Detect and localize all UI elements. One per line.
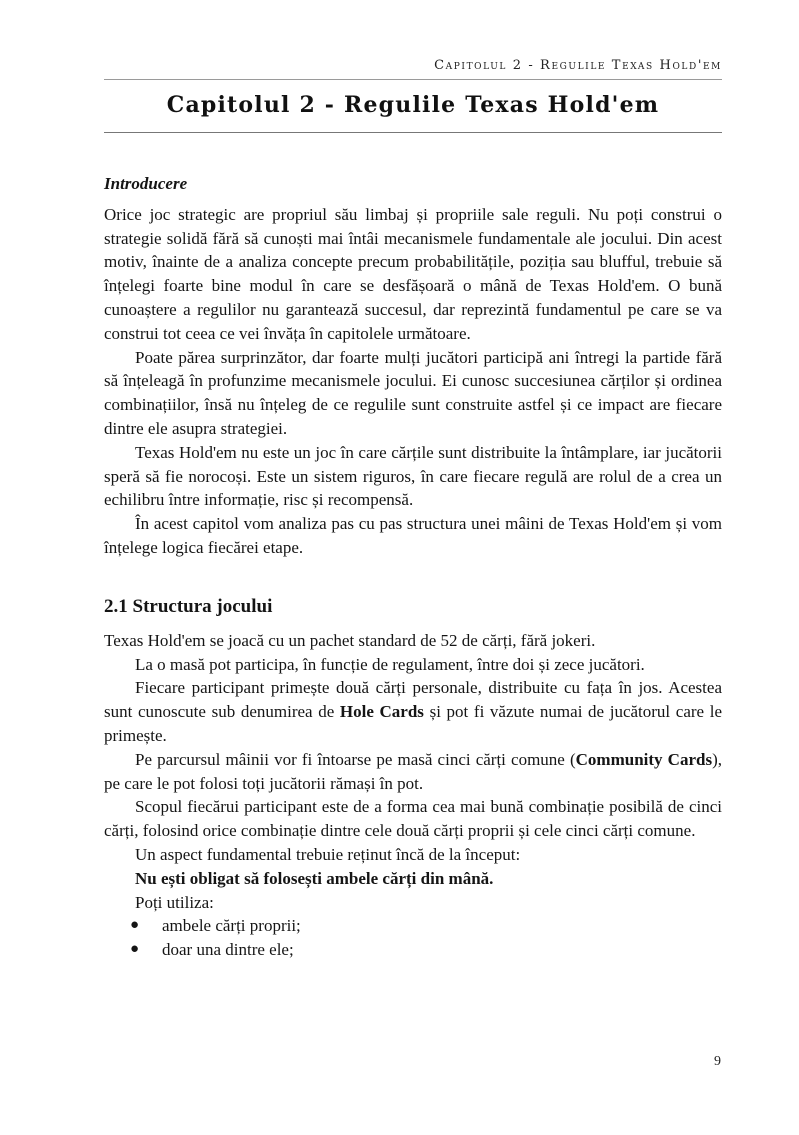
section-heading: 2.1 Structura jocului: [104, 595, 273, 617]
text-span: și pot fi văzute numai de jucătorul care le primește.: [104, 702, 722, 745]
list-item-text: ambele cărți proprii;: [162, 916, 301, 936]
text-span: ), pe care le pot folosi toți jucătorii rămași în pot.: [104, 749, 722, 793]
bullet-icon: ●: [130, 941, 140, 958]
list-item-text: doar una dintre ele;: [162, 940, 294, 960]
intro-heading: Introducere: [104, 174, 188, 193]
section-paragraph-6: Un aspect fundamental trebuie reținut încă de la început:: [135, 844, 521, 864]
section-paragraph-4: [104, 748, 722, 796]
title-rule: [104, 132, 722, 133]
text-span: Fiecare participant primește două cărți personale, distribuite cu fața în jos. Acestea sunt cunoscute sub denumirea de: [104, 678, 722, 722]
intro-paragraph-2: Poate părea surprinzător, dar foarte mulți jucători participă ani întregi la partide fără să înțeleagă în profunzime mecanismele jocului. Ei cunosc succesiunea cărților și ordinea combinațiilor, însă nu înțeleg de ce regulile sunt construite astfel și ce impact are fiecare dintre ele asupra strategiei.: [104, 347, 722, 438]
text-span: Pe parcursul mâinii vor fi întoarse pe masă cinci cărți comune (: [135, 749, 576, 769]
body-content: [104, 172, 722, 962]
list-item: [104, 914, 722, 938]
section-paragraph-2: La o masă pot participa, în funcție de regulament, între doi și zece jucători.: [135, 654, 645, 674]
list-item: [104, 938, 722, 962]
callout-statement: Nu ești obligat să folosești ambele cărți din mână.: [135, 868, 494, 888]
page-number: 9: [714, 1054, 721, 1069]
hole-cards-term: Hole Cards: [339, 702, 424, 722]
chapter-title: Capitolul 2 - Regulile Texas Hold'em: [166, 92, 660, 118]
intro-paragraph-3: Texas Hold'em nu este un joc în care cărțile sunt distribuite la întâmplare, iar jucătorii speră să fie norocoși. Este un sistem riguros, în care fiecare regulă are rolul de a crea un echilibru între informație, risc și recompensă.: [104, 442, 722, 510]
running-header: [434, 58, 722, 73]
section-paragraph-5: Scopul fiecărui participant este de a forma cea mai bună combinație posibilă de cinci cărți, folosind orice combinație dintre cele două cărți proprii și cele cinci cărți comune.: [104, 797, 722, 841]
section-paragraph-7: Poți utiliza:: [135, 892, 214, 912]
bullet-list: [104, 914, 722, 962]
section-paragraph-1: Texas Hold'em se joacă cu un pachet standard de 52 de cărți, fără jokeri.: [104, 630, 596, 650]
intro-paragraph-1: Orice joc strategic are propriul său limbaj și propriile sale reguli. Nu poți construi o strategie solidă fără să cunoști mai întâi mecanismele fundamentale ale jocului. Din acest motiv, înainte de a analiza concepte precum probabilitățile, poziția sau blufful, trebuie să înțelegi foarte bine modul în care se desfășoară o mână de Texas Hold'em. O bună cunoaștere a regulilor nu garantează succesul, dar reprezintă fundamentul pe care se va construi tot ceea ce vei învăța în capitolele următoare.: [104, 204, 722, 343]
section-paragraph-3: [104, 676, 722, 747]
bullet-icon: ●: [130, 917, 140, 934]
intro-paragraph-4: În acest capitol vom analiza pas cu pas structura unei mâini de Texas Hold'em și vom înțelege logica fiecărei etape.: [104, 514, 722, 557]
community-cards-term: Community Cards: [575, 749, 713, 769]
running-header-text: Capitolul 2 - Regulile Texas Hold'em: [434, 58, 722, 73]
header-rule: [104, 79, 722, 80]
